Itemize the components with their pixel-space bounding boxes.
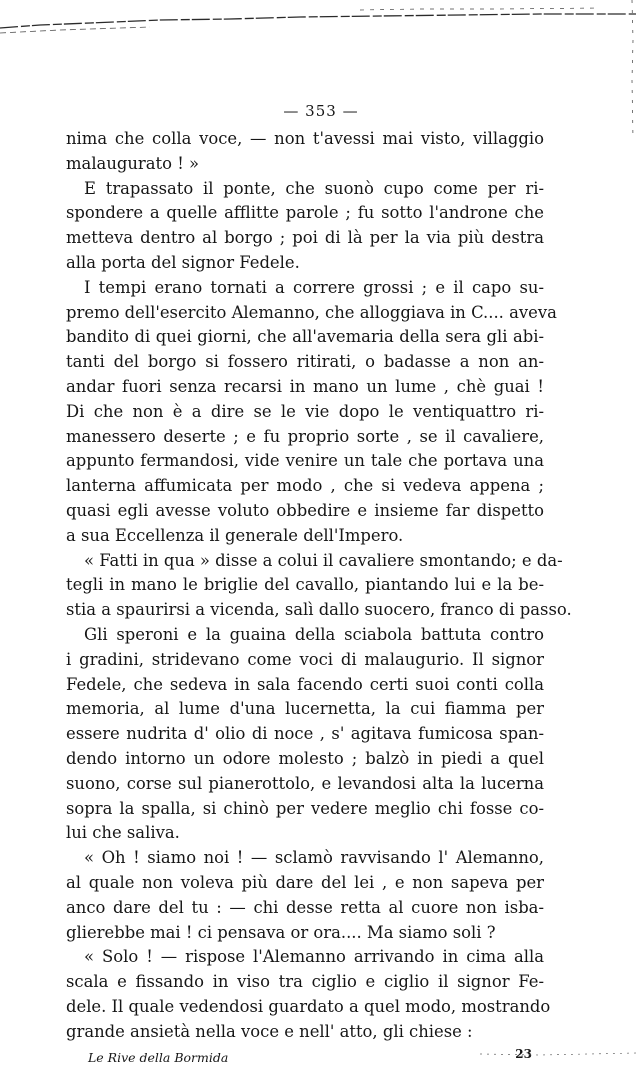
- text-line: spondere a quelle afflitte parole ; fu sotto l'androne che: [66, 203, 544, 223]
- text-line: a sua Eccellenza il generale dell'Impero.: [66, 525, 404, 545]
- text-line: scala e fissando in viso tra ciglio e ciglio il signor Fe-: [66, 972, 544, 992]
- scan-edge-bottom: [480, 1040, 636, 1060]
- text-line: premo dell'esercito Alemanno, che alloggiava in C.... aveva: [66, 302, 557, 322]
- text-line: E trapassato il ponte, che suonò cupo come per ri-: [84, 178, 544, 198]
- text-line: essere nudrita d' olio di noce , s' agitava fumicosa span-: [66, 724, 544, 744]
- text-line: quasi egli avesse voluto obbedire e insieme far dispetto: [66, 500, 544, 520]
- text-line: tegli in mano le briglie del cavallo, piantando lui e la be-: [66, 575, 544, 595]
- text-line: nima che colla voce, — non t'avessi mai visto, villaggio: [66, 129, 544, 148]
- page-number: — 353 —: [283, 102, 359, 120]
- text-line: grande ansietà nella voce e nell' atto, gli chiese :: [66, 1021, 473, 1041]
- text-line: alla porta del signor Fedele.: [66, 252, 300, 272]
- text-line: glierebbe mai ! ci pensava or ora.... Ma siamo soli ?: [66, 922, 496, 942]
- text-line: Gli speroni e la guaina della sciabola battuta contro: [84, 624, 544, 644]
- text-line: anco dare del tu : — chi desse retta al cuore non isba-: [66, 897, 544, 917]
- text-line: lui che saliva.: [66, 823, 180, 843]
- body-text: [66, 127, 572, 1044]
- footer-book-title: Le Rive della Bormida: [88, 1050, 229, 1066]
- text-line: manessero deserte ; e fu proprio sorte , se il cavaliere,: [66, 426, 544, 446]
- scan-edge-top: [0, 6, 636, 36]
- text-line: sopra la spalla, si chinò per vedere meglio chi fosse co-: [66, 798, 544, 818]
- scan-edge-right: [628, 0, 636, 140]
- footer-signature-mark: 23: [515, 1047, 532, 1062]
- text-line: metteva dentro al borgo ; poi di là per la via più destra: [66, 228, 544, 248]
- text-line: memoria, al lume d'una lucernetta, la cui fiamma per: [66, 699, 544, 719]
- text-line: andar fuori senza recarsi in mano un lume , chè guai !: [66, 376, 544, 396]
- text-line: stia a spaurirsi a vicenda, salì dallo suocero, franco di passo.: [66, 600, 572, 620]
- text-line: bandito di quei giorni, che all'avemaria della sera gli abi-: [66, 327, 544, 347]
- text-line: i gradini, stridevano come voci di malaugurio. Il signor: [66, 649, 544, 669]
- text-line: dendo intorno un odore molesto ; balzò in piedi a quel: [66, 748, 544, 768]
- text-line: Fedele, che sedeva in sala facendo certi suoi conti colla: [66, 674, 544, 694]
- text-line: malaugurato ! »: [66, 153, 200, 173]
- page-footer: [66, 1048, 544, 1068]
- text-line: appunto fermandosi, vide venire un tale che portava una: [66, 451, 544, 471]
- text-line: al quale non voleva più dare del lei , e non sapeva per: [66, 872, 544, 892]
- text-line: tanti del borgo si fossero ritirati, o badasse a non an-: [66, 352, 544, 372]
- text-line: I tempi erano tornati a correre grossi ; e il capo su-: [84, 277, 544, 297]
- book-page: [66, 98, 572, 1068]
- text-line: suono, corse sul pianerottolo, e levandosi alta la lucerna: [66, 773, 544, 793]
- text-line: Di che non è a dire se le vie dopo le ventiquattro ri-: [66, 401, 544, 421]
- text-line: « Solo ! — rispose l'Alemanno arrivando in cima alla: [84, 947, 544, 967]
- text-line: « Fatti in qua » disse a colui il cavaliere smontando; e da-: [84, 550, 563, 570]
- text-line: dele. Il quale vedendosi guardato a quel modo, mostrando: [66, 996, 551, 1016]
- text-line: « Oh ! siamo noi ! — sclamò ravvisando l' Alemanno,: [84, 848, 544, 868]
- text-line: lanterna affumicata per modo , che si vedeva appena ;: [66, 476, 544, 496]
